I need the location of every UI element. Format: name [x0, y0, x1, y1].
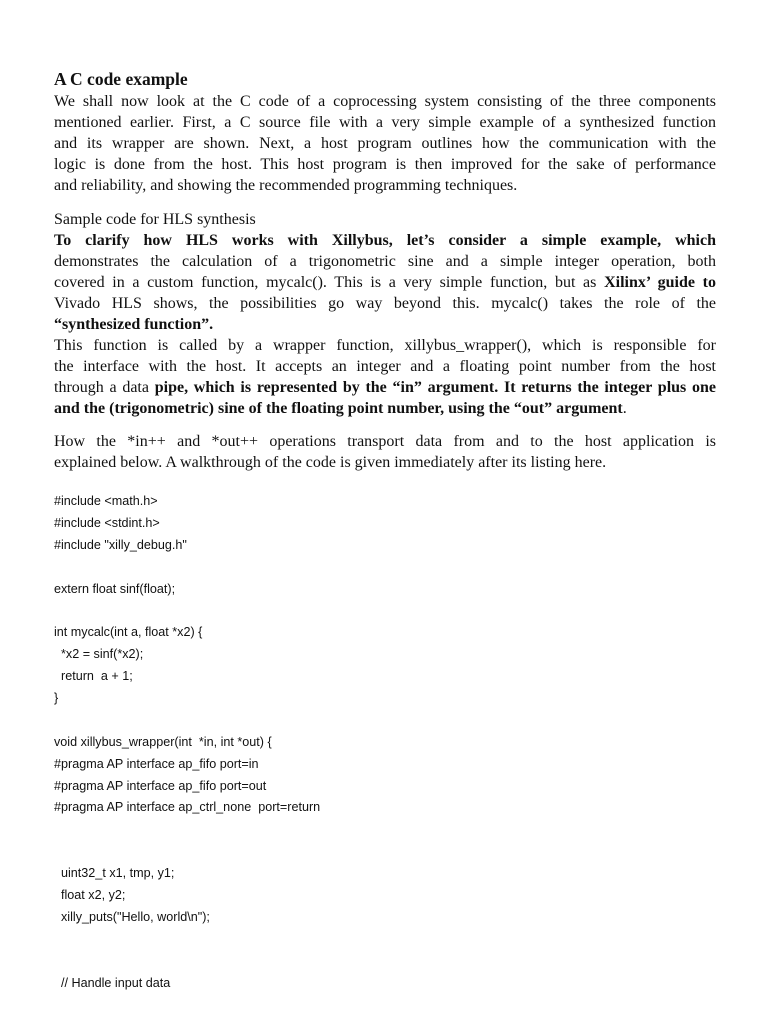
explain-line: How the *in++ and *out++ operations transport data from and to the host application is — [54, 433, 716, 450]
intro-line: mentioned earlier. First, a C source file with a very simple example of a synthesized function — [54, 114, 716, 131]
code-line: float x2, y2; — [54, 888, 126, 903]
sample-line — [54, 356, 716, 377]
code-line: #include "xilly_debug.h" — [54, 537, 187, 552]
bold-text: “synthesized function”. — [54, 316, 214, 333]
subsection-heading: Sample code for HLS synthesis — [54, 211, 256, 228]
code-line — [54, 819, 320, 841]
sample-line — [54, 230, 716, 251]
code-line: return a + 1; — [54, 669, 133, 684]
bold-text: Xilinx’ guide to — [604, 274, 717, 291]
plain-text: through a data — [54, 379, 155, 396]
code-line — [54, 841, 320, 863]
code-line: #pragma AP interface ap_fifo port=out — [54, 778, 267, 793]
code-line: *x2 = sinf(*x2); — [54, 647, 144, 662]
code-line — [54, 600, 320, 622]
intro-line: and its wrapper are shown. Next, a host program outlines how the communication with the — [54, 135, 716, 152]
code-line — [54, 929, 320, 951]
plain-text: . — [622, 400, 627, 417]
bold-text: pipe, which is represented by the “in” argument. It returns the integer plus one — [154, 379, 717, 396]
code-line: #pragma AP interface ap_fifo port=in — [54, 756, 259, 771]
code-line — [54, 710, 320, 732]
plain-text: Vivado HLS shows, the possibilities go way beyond this. mycalc() takes the role of the — [54, 295, 716, 312]
code-line: int mycalc(int a, float *x2) { — [54, 625, 203, 640]
intro-line: logic is done from the host. This host program is then improved for the sake of performance — [54, 156, 716, 173]
sample-line — [54, 377, 716, 398]
code-listing — [54, 491, 320, 994]
intro-line: We shall now look at the C code of a coprocessing system consisting of the three components — [54, 93, 716, 110]
code-line: uint32_t x1, tmp, y1; — [54, 866, 175, 881]
sample-paragraph — [54, 230, 716, 419]
sample-line — [54, 335, 716, 356]
code-line: void xillybus_wrapper(int *in, int *out) { — [54, 734, 272, 749]
code-line: #pragma AP interface ap_ctrl_none port=return — [54, 800, 321, 815]
code-line: #include <math.h> — [54, 494, 158, 508]
intro-paragraph — [54, 91, 716, 196]
sample-line — [54, 398, 716, 419]
section-heading: A C code example — [54, 69, 188, 89]
code-line: // Handle input data — [54, 975, 171, 990]
explain-paragraph — [54, 431, 716, 473]
code-line: xilly_puts("Hello, world\n"); — [54, 909, 210, 924]
plain-text: demonstrates the calculation of a trigonometric sine and a simple integer operation, both — [54, 253, 716, 270]
plain-text: This function is called by a wrapper function, xillybus_wrapper(), which is responsible for — [54, 337, 716, 354]
bold-text: To clarify how HLS works with Xillybus, let’s consider a simple example, which — [54, 232, 716, 249]
intro-line: and reliability, and showing the recommended programming techniques. — [54, 177, 518, 194]
sample-line — [54, 293, 716, 314]
code-line: #include <stdint.h> — [54, 515, 160, 530]
code-line — [54, 951, 320, 973]
sample-line — [54, 314, 716, 335]
code-line: extern float sinf(float); — [54, 581, 176, 596]
bold-text: and the (trigonometric) sine of the floating point number, using the “out” argument — [54, 400, 623, 417]
sample-line — [54, 251, 716, 272]
sample-line — [54, 272, 716, 293]
code-line: } — [54, 691, 59, 706]
plain-text: covered in a custom function, mycalc(). This is a very simple function, but as — [54, 274, 605, 291]
document-page — [54, 67, 716, 473]
explain-line: explained below. A walkthrough of the code is given immediately after its listing here. — [54, 454, 607, 471]
plain-text: the interface with the host. It accepts an integer and a floating point number from the host — [54, 358, 716, 375]
code-line — [54, 557, 320, 579]
